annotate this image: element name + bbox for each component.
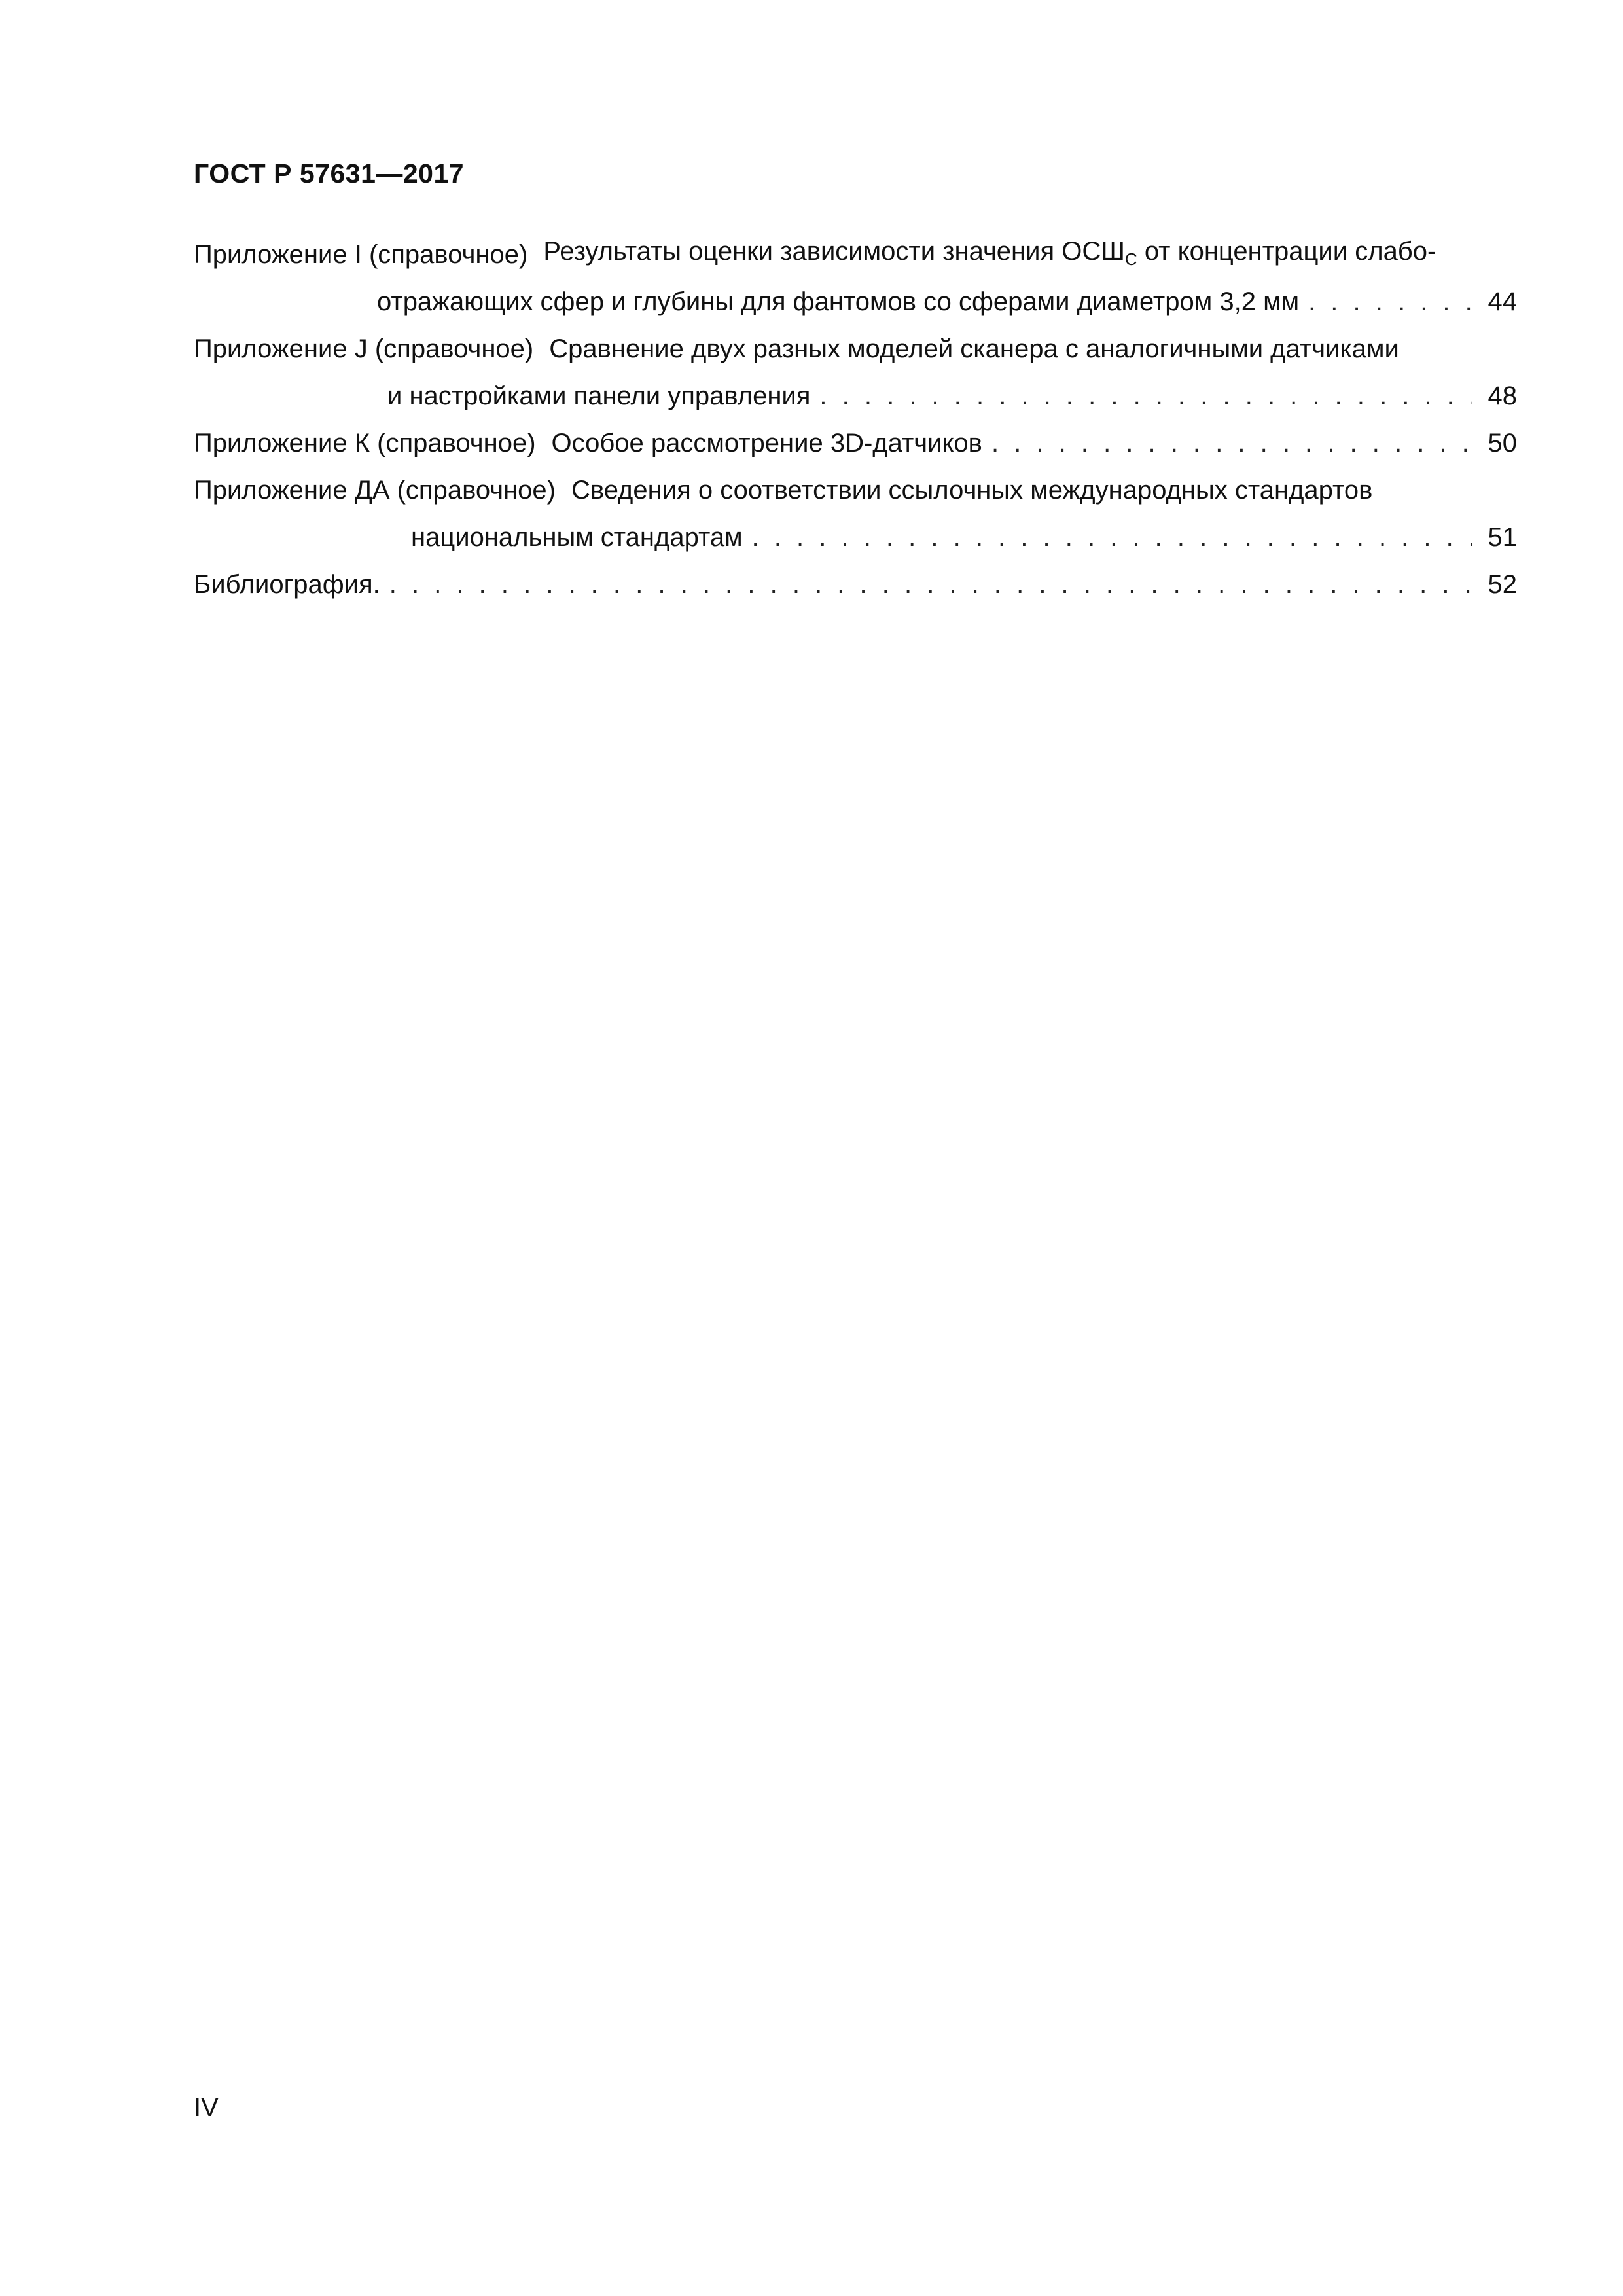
toc-entry-prefix: Приложение J (справочное) — [194, 334, 534, 363]
toc-entry-title-part: от концентрации слабо- — [1137, 237, 1436, 266]
toc-entry-appendix-k[interactable] — [194, 411, 1517, 458]
toc-leader-dots — [752, 523, 1472, 552]
toc-entry-title: Сведения о соответствии ссылочных международных стандартов — [571, 476, 1373, 505]
toc-entry-appendix-da-cont[interactable] — [194, 505, 1517, 552]
toc-entry-appendix-j[interactable] — [194, 317, 1517, 364]
toc-entry-prefix: Приложение I (справочное) — [194, 240, 528, 269]
subscript-c: C — [1124, 249, 1137, 269]
toc-entry-appendix-i[interactable] — [194, 223, 1517, 270]
toc-entry-title-cont: и настройками панели управления — [387, 382, 811, 410]
toc-entry-title-cont: отражающих сфер и глубины для фантомов со сферами диаметром 3,2 мм — [377, 287, 1300, 316]
toc-leader-dots — [991, 429, 1472, 458]
toc-leader-dots — [389, 570, 1472, 600]
toc-leader-dots — [819, 382, 1472, 411]
page-number-footer: IV — [194, 2093, 219, 2122]
toc-entry-title-part: Результаты оценки зависимости значения ОСШ — [543, 237, 1125, 266]
toc-leader-dots — [1308, 287, 1472, 317]
toc-entry-label: Библиография. — [194, 570, 380, 599]
toc-page-number: 52 — [1488, 570, 1517, 599]
toc-entry-title: Сравнение двух разных моделей сканера с аналогичными датчиками — [549, 334, 1399, 363]
toc-entry-title-cont: национальным стандартам — [411, 523, 743, 552]
toc-page-number: 44 — [1488, 287, 1517, 316]
toc-entry-prefix: Приложение К (справочное) — [194, 429, 536, 457]
toc-entry-prefix: Приложение ДА (справочное) — [194, 476, 556, 505]
toc-page-number: 51 — [1488, 523, 1517, 552]
toc-entry-appendix-j-cont[interactable] — [194, 364, 1517, 411]
toc-entry-title: Особое рассмотрение 3D-датчиков — [551, 429, 982, 457]
document-code-header: ГОСТ Р 57631—2017 — [194, 158, 465, 188]
toc-page-number: 48 — [1488, 382, 1517, 410]
toc-entry-appendix-da[interactable] — [194, 458, 1517, 505]
toc-entry-title — [543, 237, 1436, 270]
toc-entry-appendix-i-cont[interactable] — [194, 270, 1517, 317]
table-of-contents — [194, 223, 1517, 600]
toc-page-number: 50 — [1488, 429, 1517, 457]
toc-entry-bibliography[interactable] — [194, 552, 1517, 600]
